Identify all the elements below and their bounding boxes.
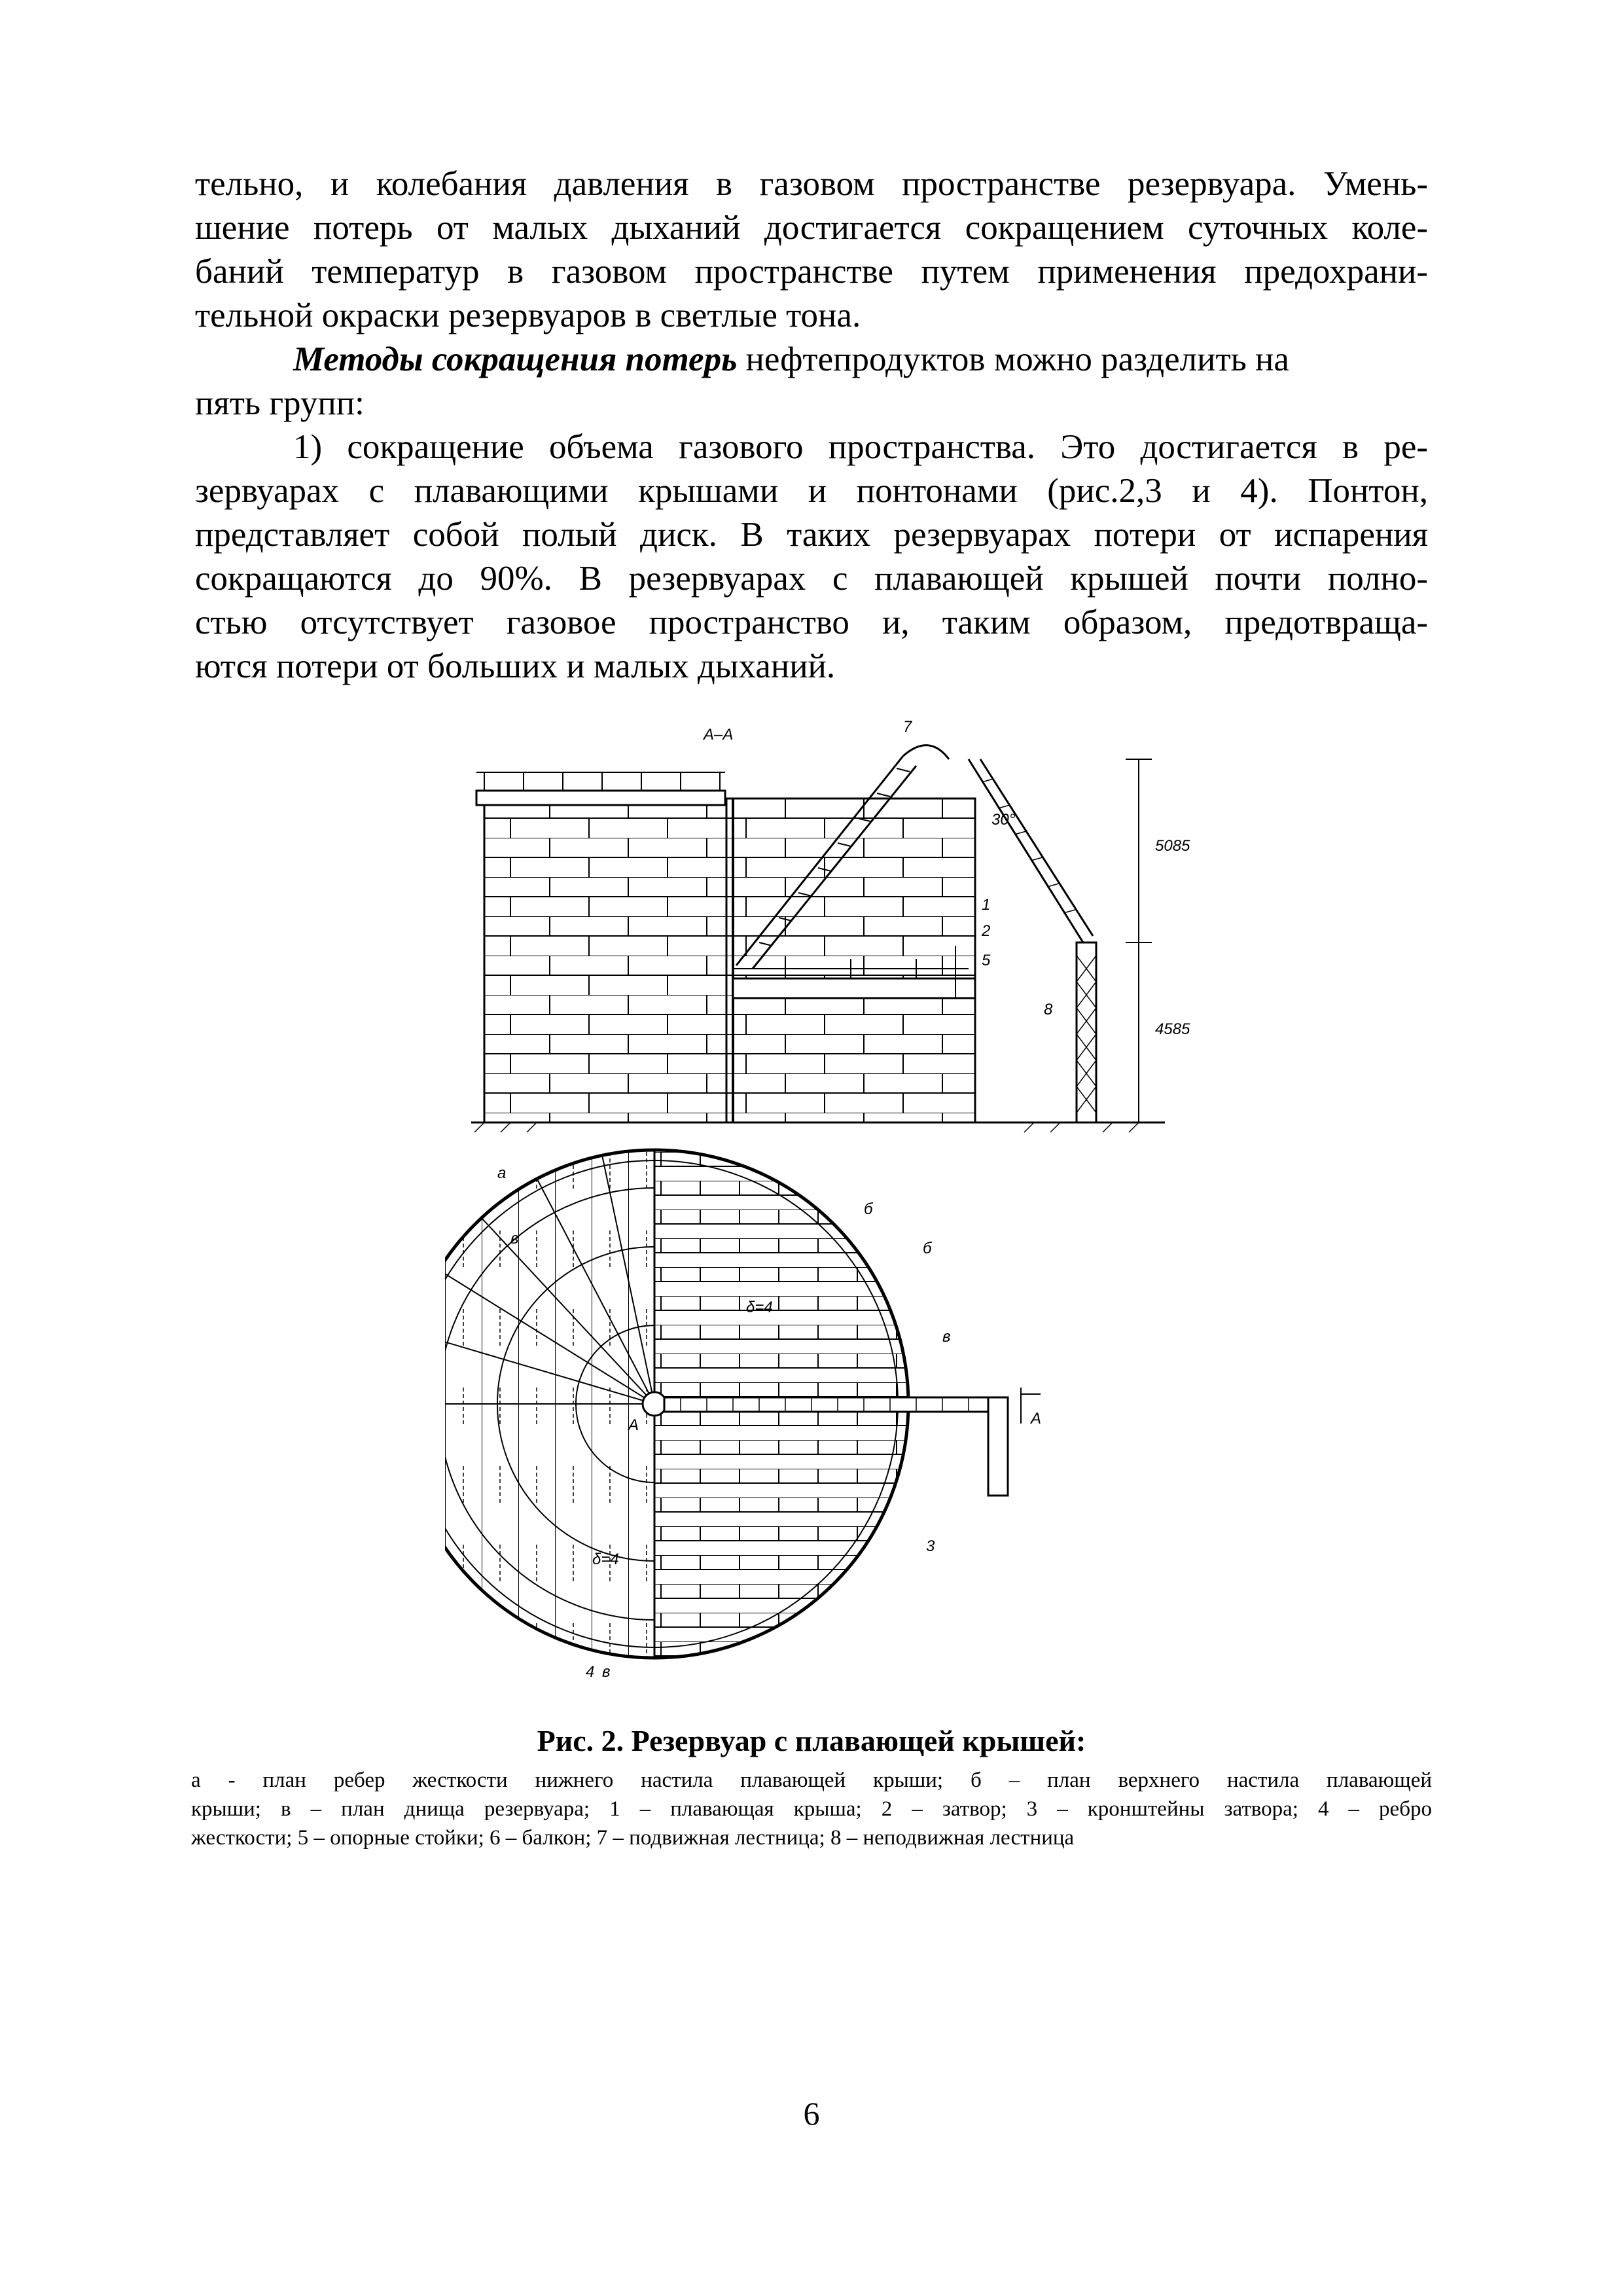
text-line: стью отсутствует газовое пространство и, таким образом, предотвраща-: [195, 603, 1428, 641]
plan-label-b: б: [864, 1200, 873, 1218]
paragraph-3: [195, 425, 1428, 689]
plan-label-c: в: [510, 1230, 519, 1247]
paragraph-1: [195, 162, 1428, 338]
text-line: тельно, и колебания давления в газовом пространстве резервуара. Умень-: [195, 165, 1428, 203]
text-line: зервуарах с плавающими крышами и понтонами (рис.2,3 и 4). Понтон,: [195, 472, 1428, 510]
text-line: сокращаются до 90%. В резервуарах с плавающей крышей почти полно-: [195, 560, 1428, 598]
text-line: представляет собой полый диск. В таких резервуарах потери от испарения: [195, 516, 1428, 554]
callout-7: 7: [903, 720, 912, 736]
text-line: [195, 338, 1428, 382]
paragraph-2: [195, 338, 1428, 425]
dimension-lower: 4585: [1155, 1020, 1190, 1038]
plan-label-b2: б: [923, 1240, 932, 1257]
text-line: шение потерь от малых дыханий достигается сокращением суточных коле-: [195, 209, 1428, 247]
plan-label-4: 4: [586, 1663, 595, 1681]
tank-plan: [445, 1145, 1041, 1669]
tank-drawing: [445, 720, 1257, 1702]
plan-label-a: а: [497, 1164, 507, 1182]
text-line: баний температур в газовом пространстве путем применения предохрани-: [195, 253, 1428, 291]
callout-8: 8: [1044, 1001, 1053, 1018]
dimension-upper: 5085: [1155, 837, 1190, 855]
thickness-label-1: δ=4: [746, 1299, 773, 1316]
text-run: нефтепродуктов можно разделить на: [737, 340, 1289, 378]
callout-5: 5: [982, 952, 991, 969]
callout-1: 1: [982, 896, 991, 914]
caption-line: жесткости; 5 – опорные стойки; 6 – балкон; 7 – подвижная лестница; 8 – неподвижная лестница: [191, 1826, 1075, 1850]
angle-label: 30°: [991, 811, 1016, 829]
plan-label-A: А: [628, 1416, 639, 1434]
plan-label-c3: в: [942, 1328, 951, 1346]
thickness-label-2: δ=4: [592, 1551, 619, 1568]
text-line: пять групп:: [195, 384, 365, 422]
callout-3: 3: [926, 1537, 935, 1555]
plan-label-A2: А: [1031, 1410, 1042, 1427]
caption-line: крыши; в – план днища резервуара; 1 – плавающая крыша; 2 – затвор; 3 – кронштейны затвора; 4 – ребро: [191, 1797, 1432, 1821]
page-number: 6: [803, 2095, 820, 2132]
text-line: ются потери от больших и малых дыханий.: [195, 647, 836, 685]
section-label: А–А: [704, 726, 734, 744]
caption-line: а - план ребер жесткости нижнего настила плавающей крыши; б – план верхнего настила плавающей: [191, 1768, 1432, 1792]
tank-elevation: [471, 745, 1165, 1132]
emphasis-heading: Методы сокращения потерь: [293, 340, 738, 378]
text-line: тельной окраски резервуаров в светлые тона.: [195, 296, 861, 334]
plan-label-c2: в: [602, 1663, 611, 1681]
figure-caption-title: Рис. 2. Резервуар с плавающей крышей:: [537, 1724, 1086, 1757]
figure-caption-text: [191, 1766, 1432, 1852]
text-line: 1) сокращение объема газового пространства. Это достигается в ре-: [293, 428, 1428, 466]
callout-2: 2: [982, 922, 991, 940]
